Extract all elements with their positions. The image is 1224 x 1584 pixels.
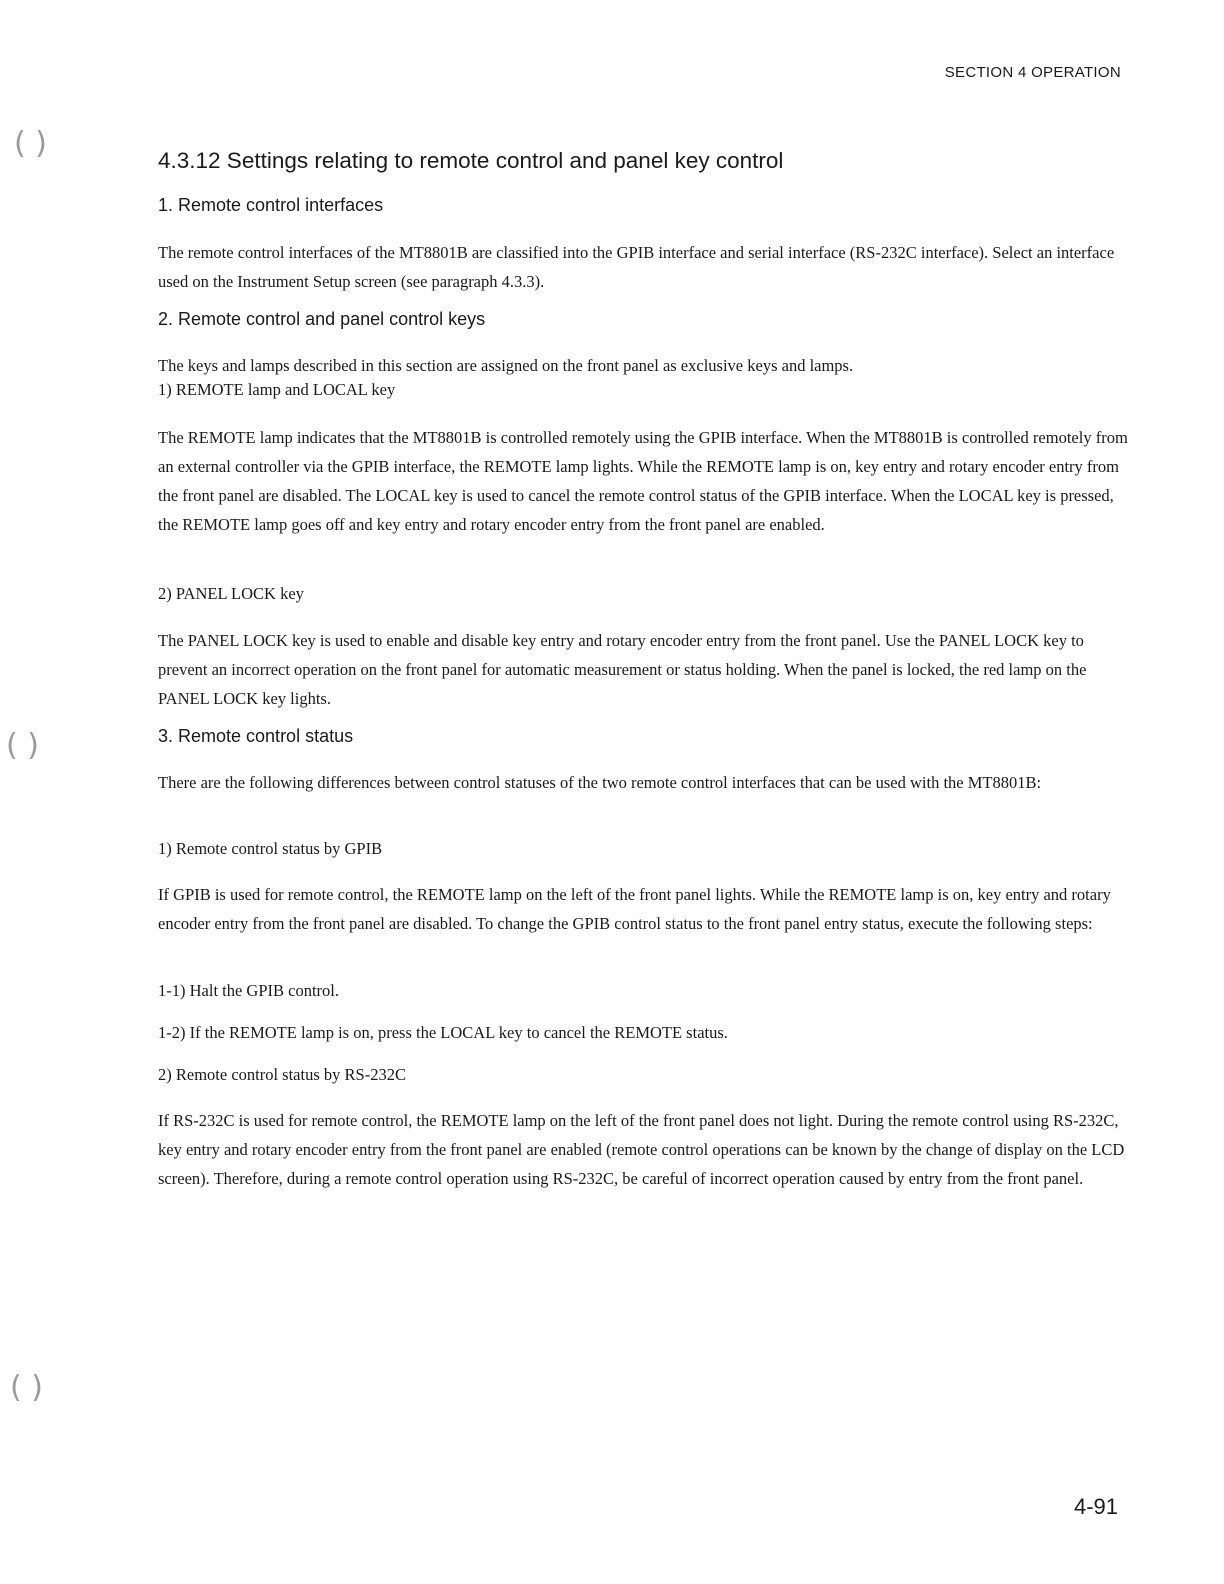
page-title: 4.3.12 Settings relating to remote control and panel key control: [158, 148, 784, 173]
paragraph-keys-intro: The keys and lamps described in this section are assigned on the front panel as exclusive keys and lamps.: [158, 356, 854, 375]
paragraph-status-intro: There are the following differences between control statuses of the two remote control interfaces that can be used with the MT8801B:: [158, 773, 1042, 792]
item-status-gpib: 1) Remote control status by GPIB: [158, 839, 383, 858]
step-press-local: 1-2) If the REMOTE lamp is on, press the LOCAL key to cancel the REMOTE status.: [158, 1023, 728, 1042]
binder-hole-mark-bottom: ( ): [10, 1370, 43, 1405]
binder-hole-mark-top: ( ): [14, 126, 47, 161]
step-halt-gpib: 1-1) Halt the GPIB control.: [158, 981, 340, 1000]
paragraph-interfaces: The remote control interfaces of the MT8801B are classified into the GPIB interface and serial interface (RS-232C interface). Select an interface used on the Instrument Setup screen (see paragraph 4.3.3).: [158, 243, 1115, 291]
paragraph-remote-lamp: The REMOTE lamp indicates that the MT8801B is controlled remotely using the GPIB interface. When the MT8801B is controlled remotely from an external controller via the GPIB interface, the REMOTE lamp lights. While the REMOTE lamp is on, key entry and rotary encoder entry from the front panel are disabled. The LOCAL key is used to cancel the remote control status of the GPIB interface. When the LOCAL key is pressed, the REMOTE lamp goes off and key entry and rotary encoder entry from the front panel are enabled.: [158, 428, 1128, 534]
paragraph-panel-lock: The PANEL LOCK key is used to enable and disable key entry and rotary encoder entry from the front panel. Use the PANEL LOCK key to prevent an incorrect operation on the front panel for automatic measurement or status holding. When the panel is locked, the red lamp on the PANEL LOCK key lights.: [158, 631, 1087, 708]
heading-remote-control-status: 3. Remote control status: [158, 726, 354, 746]
paragraph-status-rs232c: If RS-232C is used for remote control, the REMOTE lamp on the left of the front panel does not light. During the remote control using RS-232C, key entry and rotary encoder entry from the front panel are enabled (remote control operations can be known by the change of display on the LCD screen). Therefore, during a remote control operation using RS-232C, be careful of incorrect operation caused by entry from the front panel.: [158, 1111, 1125, 1188]
page-number: 4-91: [1073, 1494, 1118, 1519]
section-header: SECTION 4 OPERATION: [944, 64, 1121, 81]
item-status-rs232c: 2) Remote control status by RS-232C: [158, 1065, 406, 1084]
heading-remote-control-interfaces: 1. Remote control interfaces: [158, 195, 384, 215]
binder-hole-mark-middle: ( ): [6, 728, 39, 763]
heading-control-keys: 2. Remote control and panel control keys: [158, 309, 486, 329]
paragraph-status-gpib: If GPIB is used for remote control, the REMOTE lamp on the left of the front panel lights. While the REMOTE lamp is on, key entry and rotary encoder entry from the front panel are disabled. To change the GPIB control status to the front panel entry status, execute the following steps:: [158, 885, 1111, 933]
item-remote-lamp-local-key: 1) REMOTE lamp and LOCAL key: [158, 380, 396, 399]
item-panel-lock-key: 2) PANEL LOCK key: [158, 584, 304, 603]
